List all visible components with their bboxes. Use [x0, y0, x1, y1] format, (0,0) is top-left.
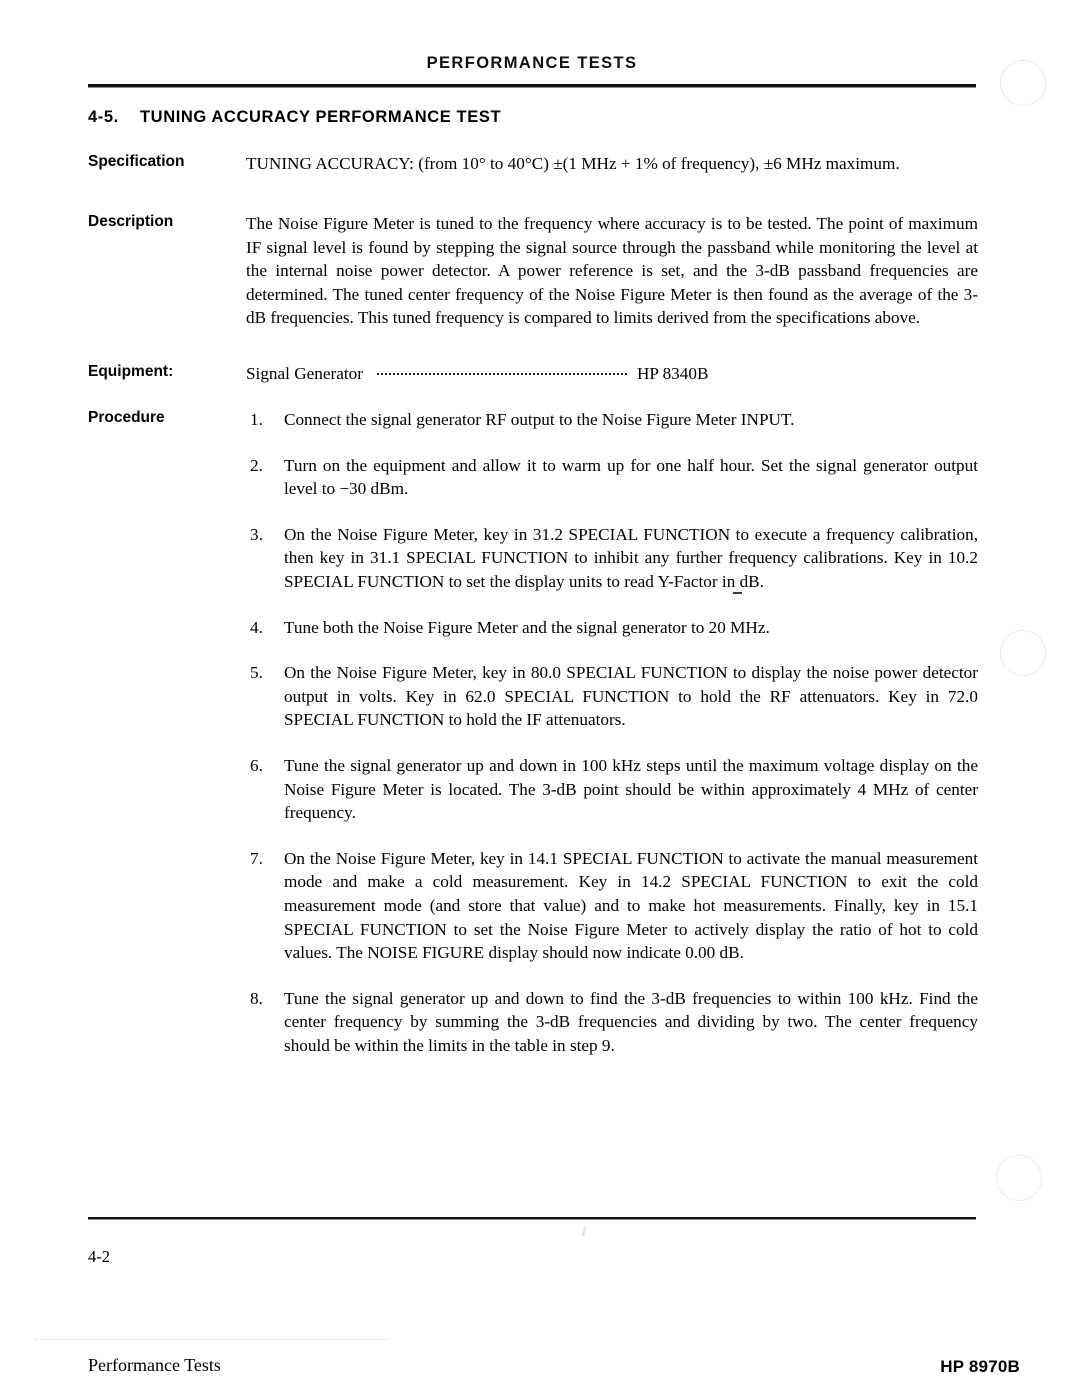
procedure-step-list — [246, 408, 978, 1057]
page-number: 4-2 — [88, 1247, 110, 1266]
description-text: The Noise Figure Meter is tuned to the frequency where accuracy is to be tested. The point of maximum IF signal level is found by stepping the signal source through the passband while monitoring the level at the internal noise power detector. A power reference is set, and the 3-dB passband frequencies are determined. The tuned center frequency of the Noise Figure Meter is then found as the average of the 3-dB frequencies. This tuned frequency is compared to limits derived from the specifications above. — [246, 214, 978, 328]
procedure-label: Procedure — [88, 409, 165, 426]
scan-artifact-dash — [733, 592, 742, 594]
procedure-step: On the Noise Figure Meter, key in 31.2 SPECIAL FUNCTION to execute a frequency calibration, then key in 31.1 SPECIAL FUNCTION to inhibit any further frequency calibrations. Key in 10.2 SPECIAL FUNCTION to set the display units to read Y-Factor in dB. — [284, 524, 978, 591]
header-rule — [88, 84, 976, 87]
procedure-block — [88, 408, 978, 1057]
description-block — [88, 212, 978, 330]
procedure-step: On the Noise Figure Meter, key in 80.0 SPECIAL FUNCTION to display the noise power detector output in volts. Key in 62.0 SPECIAL FUNCTION to hold the RF attenuators. Key in 72.0 SPECIAL FUNCTION to hold the IF attenuators. — [284, 663, 978, 730]
footer-rule — [88, 1217, 976, 1219]
description-label: Description — [88, 213, 174, 230]
footer-left-text: Performance Tests — [88, 1355, 221, 1375]
procedure-step: Tune the signal generator up and down in 100 kHz steps until the maximum voltage display on the Noise Figure Meter is located. The 3-dB point should be within approximately 4 MHz of center frequency. — [284, 755, 978, 823]
specification-label: Specification — [88, 153, 185, 170]
equipment-entry — [246, 362, 978, 386]
footer-right-text: HP 8970B — [940, 1357, 1020, 1376]
section-number: 4-5. — [88, 108, 119, 126]
equipment-model: HP 8340B — [636, 364, 709, 383]
procedure-step: Turn on the equipment and allow it to warm up for one half hour. Set the signal generator output level to −30 dBm. — [284, 455, 978, 499]
procedure-step: Connect the signal generator RF output to the Noise Figure Meter INPUT. — [284, 410, 795, 429]
equipment-name: Signal Generator — [246, 364, 363, 383]
section-heading — [88, 108, 501, 127]
specification-text: TUNING ACCURACY: (from 10° to 40°C) ±(1 MHz + 1% of frequency), ±6 MHz maximum. — [246, 154, 900, 173]
scan-artifact-tick — [582, 1227, 586, 1236]
hole-punch-artifact-icon — [996, 1155, 1042, 1201]
hole-punch-artifact-icon — [1000, 630, 1046, 676]
procedure-step: On the Noise Figure Meter, key in 14.1 SPECIAL FUNCTION to activate the manual measurement mode and make a cold measurement. Key in 14.2 SPECIAL FUNCTION to exit the cold measurement mode (and store that value) and to make hot measurements. Finally, key in 15.1 SPECIAL FUNCTION to set the Noise Figure Meter to actively display the ratio of hot to cold values. The NOISE FIGURE display should now indicate 0.00 dB. — [284, 848, 978, 963]
section-title: TUNING ACCURACY PERFORMANCE TEST — [140, 108, 502, 126]
procedure-step: Tune the signal generator up and down to find the 3-dB frequencies to within 100 kHz. Find the center frequency by summing the 3-dB frequencies and dividing by two. The center frequency should be within the limits in the table in step 9. — [284, 988, 978, 1055]
specification-block — [88, 152, 978, 176]
running-head: PERFORMANCE TESTS — [426, 54, 638, 72]
dotted-leader — [377, 373, 627, 375]
scan-artifact-dotted-line — [34, 1338, 389, 1340]
equipment-label: Equipment: — [88, 363, 174, 380]
procedure-step: Tune both the Noise Figure Meter and the signal generator to 20 MHz. — [284, 617, 770, 637]
equipment-block — [88, 362, 978, 386]
hole-punch-artifact-icon — [1000, 60, 1046, 106]
